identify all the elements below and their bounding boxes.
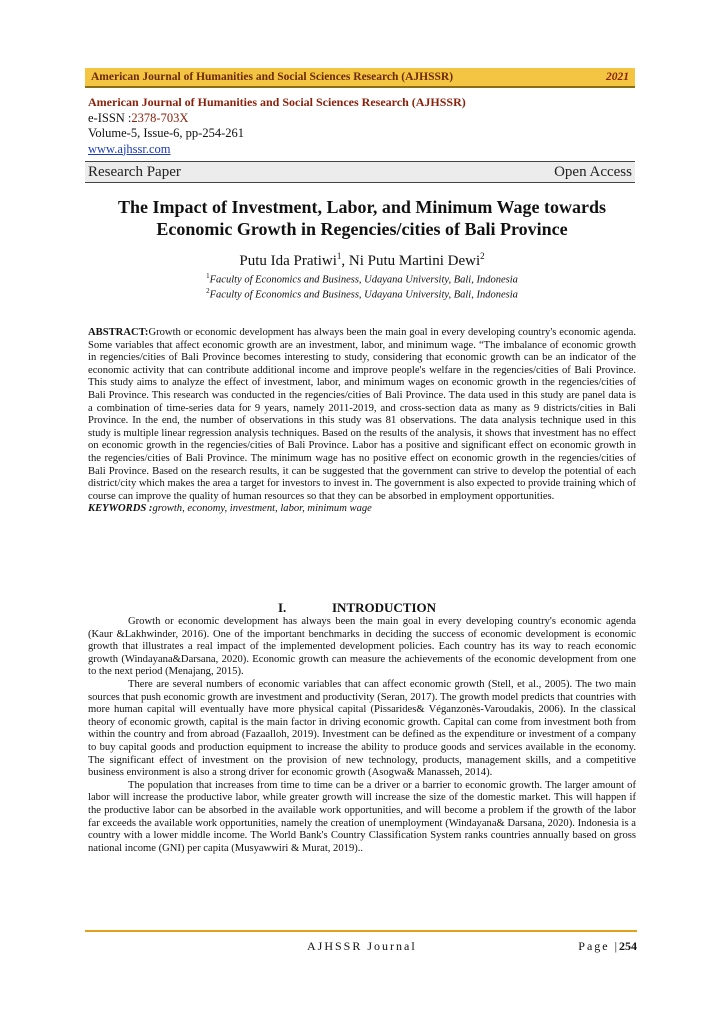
keywords-label: KEYWORDS : [88, 503, 153, 515]
footer-journal: AJHSSR Journal [307, 939, 417, 953]
affiliation-2-text: Faculty of Economics and Business, Udayana University, Bali, Indonesia [209, 289, 518, 301]
abstract [88, 327, 636, 516]
author-1: Putu Ida Pratiwi [239, 253, 337, 269]
footer-rule [85, 930, 637, 932]
paragraph: Growth or economic development has always been the main goal in every developing country's economic agenda (Kaur &Lakhwinder, 2016). One of the important benchmarks in deciding the success of economic development is economic growth that illustrates a real impact of the implemented development policies. Each country has its way to reach economic growth (Windayana&Darsana, 2020). Economic growth can measure the achievements of the economic development from one to the next period (Menajang, 2015). [88, 616, 636, 678]
author-line [85, 251, 639, 270]
website-link[interactable]: www.ajhssr.com [88, 141, 171, 156]
page-number: 254 [619, 939, 637, 953]
affiliation-1 [85, 272, 639, 286]
affiliation-2-sup: 2 [206, 287, 210, 295]
page-label: Page | [578, 939, 619, 953]
page-footer [85, 939, 637, 954]
introduction-body [88, 616, 636, 855]
paragraph: The population that increases from time to time can be a driver or a barrier to economic growth. The larger amount of labor will increase the productive labor, while greater growth will increase the size of the domestic market. This will happen if the productive labor can be absorbed in the available work opportunities, and will become a problem if the growth of the labor far exceeds the available work opportunities, namely the creation of unemployment (Windayana& Darsana, 2020). Indonesia is a country with a lower middle income. The World Bank's Country Classification System ranks countries annually based on gross national income (GNI) per capita (Musyawwiri & Murat, 2019).. [88, 779, 636, 854]
journal-meta [88, 95, 638, 157]
footer-page [578, 939, 637, 954]
journal-header-band [85, 68, 635, 88]
abstract-text: Growth or economic development has always been the main goal in every developing country's economic agenda. Some variables that affect economic growth are an investment, labor, and minimum wage. “The imbalance of economic growth in regencies/cities of Bali Province becomes interesting to study, considering that economic growth can be an indicator of the economic activity that can contribute additional income and improve people's welfare in the regencies/cities of Bali Province. This study aims to analyze the effect of investment, labor, and minimum wages on economic growth in the regencies/cities of Bali Province. This research was conducted in the regencies/cities of Bali Province. The data used in this study are panel data is a combination of time-series data for 9 years, namely 2011-2019, and cross-section data as many as 9 districts/cities in Bali Province. In the end, the number of observations in this study was 81 observations. The data analysis technique used in this study is multiple linear regression analysis techniques. Based on the results of the analysis, it shows that investment has no effect on economic growth in the regencies/cities of Bali Province. Labor has a positive and significant effect on economic growth in the regencies/cities of Bali Province. The minimum wage has no positive effect on economic growth in the regencies/cities of Bali Province. Based on the research results, it can be suggested that the government can strive to develop the potential of each district/city which makes the area a target for investors to invest in. The government is also expected to provide training which of course can improve the quality of human resources so that they can be absorbed in employment opportunities. [88, 327, 636, 502]
keywords [88, 503, 636, 516]
volume-line: Volume-5, Issue-6, pp-254-261 [88, 126, 244, 140]
article-type-label: Research Paper [88, 163, 181, 180]
paper-title: The Impact of Investment, Labor, and Minimum Wage towards Economic Growth in Regencies/cities of Bali Province [117, 197, 607, 239]
keywords-text: growth, economy, investment, labor, minimum wage [152, 503, 372, 515]
paragraph: There are several numbers of economic variables that can affect economic growth (Stell, et al., 2005). The two main sources that push economic growth are investment and productivity (Seran, 2017). The growth model predicts that countries with more human capital will eventually have more physical capital (Pissarides& Véganzonès-Varoudakis, 2006). In the classical theory of economic growth, capital is the main factor in driving economic growth. Capital can come from investment both from within the country and from abroad (Fazaalloh, 2019). Investment can be defined as the expenditure or investment of a company to buy capital goods and production equipment to increase the ability to produce goods and services available in the economy. The significant effect of investment on the provision of new technology, products, management skills, and a competitive business environment is also a strong driver for economic growth (Asogwa& Manasseh, 2014). [88, 678, 636, 779]
abstract-label: ABSTRACT: [88, 327, 149, 338]
affiliation-1-text: Faculty of Economics and Business, Udayana University, Bali, Indonesia [209, 274, 518, 286]
journal-name: American Journal of Humanities and Social Sciences Research (AJHSSR) [88, 95, 466, 109]
affiliation-1-sup: 1 [206, 272, 210, 280]
access-type-label: Open Access [554, 163, 632, 180]
author-2-sup: 2 [480, 251, 485, 261]
issn-label: e-ISSN : [88, 110, 132, 125]
affiliation-2 [85, 287, 639, 301]
article-type-bar [85, 161, 635, 183]
header-year: 2021 [606, 71, 629, 83]
author-2: Ni Putu Martini Dewi [348, 253, 481, 269]
issn-line [88, 111, 638, 127]
author-separator: , [341, 253, 349, 269]
section-title: INTRODUCTION [332, 600, 437, 615]
author-1-sup: 1 [336, 251, 342, 261]
section-number: I. [278, 600, 287, 615]
issn-value: 2378-703X [131, 110, 189, 125]
header-journal-title: American Journal of Humanities and Social Sciences Research (AJHSSR) [91, 71, 454, 83]
